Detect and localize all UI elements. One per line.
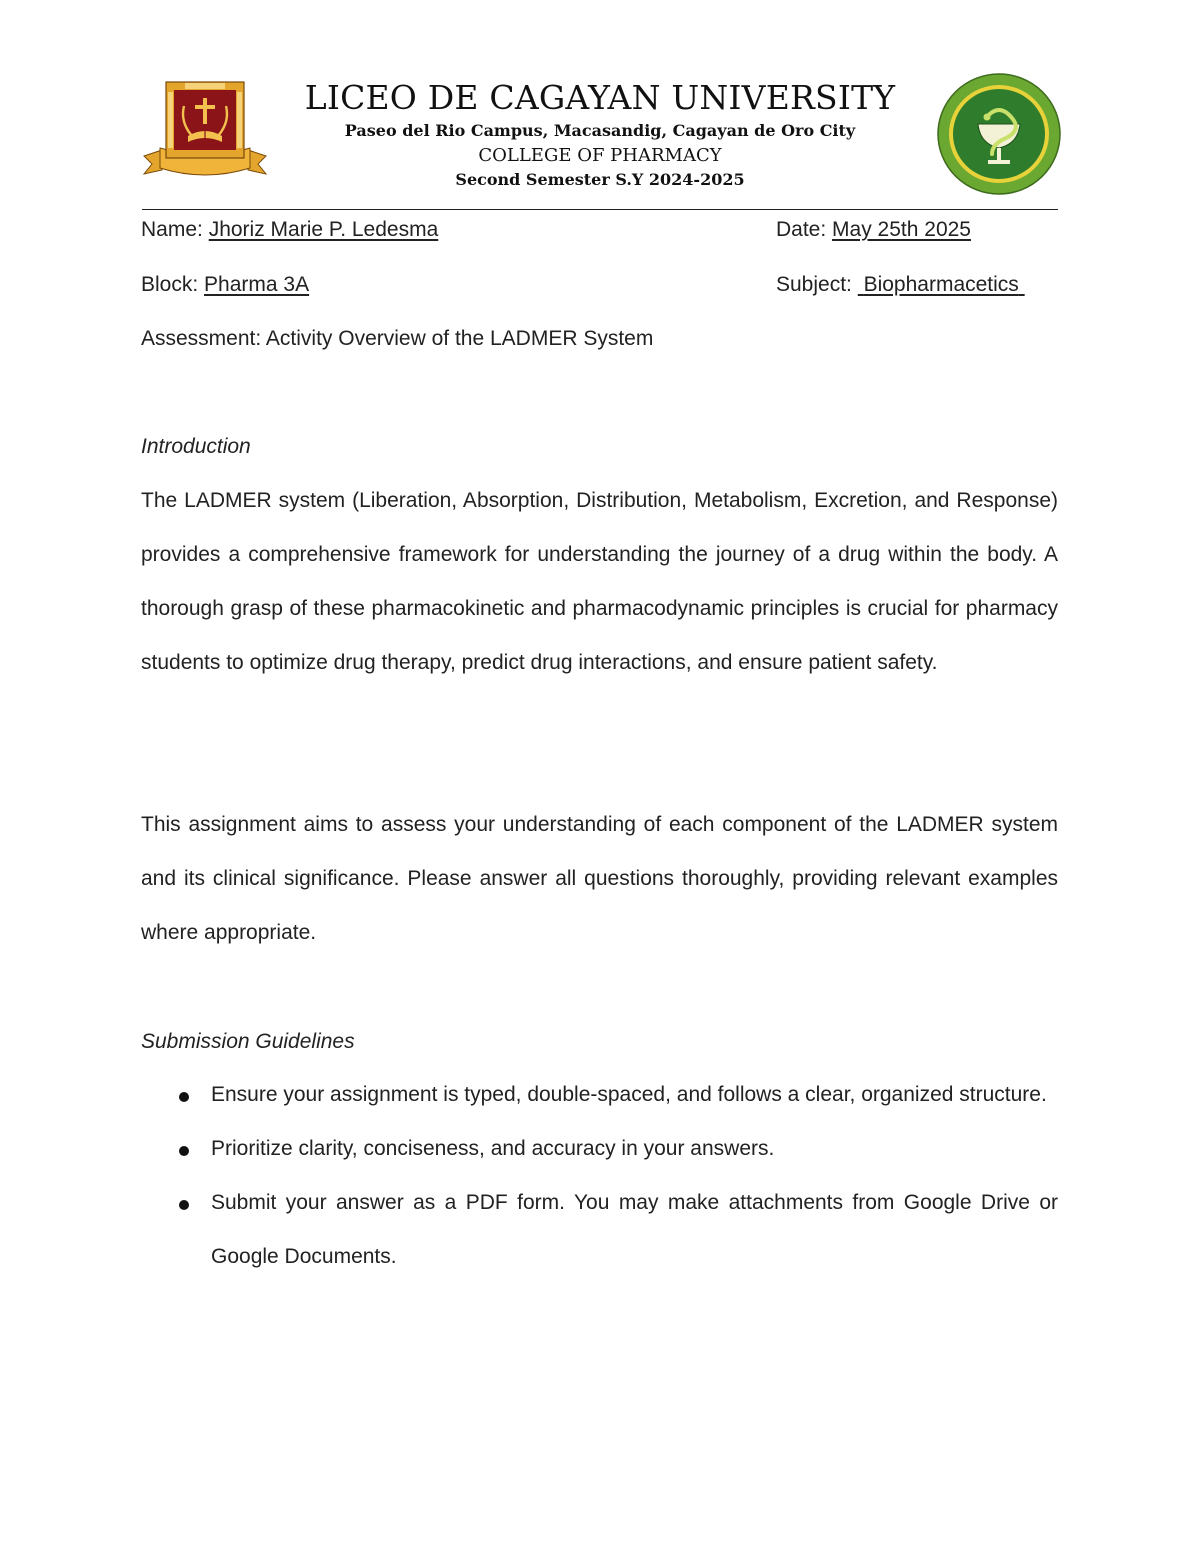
guideline-text: Prioritize clarity, conciseness, and accuracy in your answers. — [211, 1137, 775, 1160]
assessment-value: Activity Overview of the LADMER System — [265, 327, 654, 350]
guidelines-list — [141, 1068, 1058, 1284]
guideline-text: Submit your answer as a PDF form. You may make attachments from Google Drive or Google Documents. — [211, 1191, 1058, 1268]
block-row — [141, 272, 309, 298]
subject-value: Biopharmacetics — [863, 273, 1019, 296]
campus-address: Paseo del Rio Campus, Macasandig, Cagayan de Oro City — [344, 121, 856, 140]
college-of-pharmacy-seal-icon — [936, 72, 1062, 196]
bullet-icon — [179, 1092, 189, 1102]
block-label: Block: — [141, 273, 199, 296]
date-label: Date: — [776, 218, 827, 241]
introduction-heading: Introduction — [141, 435, 251, 458]
assessment-row — [141, 326, 653, 352]
name-value: Jhoriz Marie P. Ledesma — [208, 218, 439, 241]
introduction-paragraph: The LADMER system (Liberation, Absorption, Distribution, Metabolism, Excretion, and Response) provides a comprehensive framework for understanding the journey of a drug within the body. A thorough grasp of these pharmacokinetic and pharmacodynamic principles is crucial for pharmacy students to optimize drug therapy, predict drug interactions, and ensure patient safety. — [141, 489, 1058, 674]
date-row — [776, 217, 971, 243]
guideline-text: Ensure your assignment is typed, double-spaced, and follows a clear, organized structure. — [211, 1083, 1047, 1106]
subject-row — [776, 272, 1025, 298]
assignment-aim-paragraph: This assignment aims to assess your understanding of each component of the LADMER system and its clinical significance. Please answer all questions thoroughly, providing relevant examples where appropriate. — [141, 813, 1058, 944]
college-name: COLLEGE OF PHARMACY — [478, 145, 722, 166]
assessment-label: Assessment: — [141, 327, 262, 350]
bullet-icon — [179, 1200, 189, 1210]
semester-label: Second Semester S.Y 2024-2025 — [455, 170, 745, 189]
date-value: May 25th 2025 — [832, 218, 971, 241]
liceo-university-seal-icon — [140, 78, 270, 178]
list-item — [141, 1176, 1058, 1284]
letterhead — [270, 78, 930, 191]
block-value: Pharma 3A — [204, 273, 310, 296]
subject-label: Subject: — [776, 273, 852, 296]
bullet-icon — [179, 1146, 189, 1156]
guidelines-heading: Submission Guidelines — [141, 1030, 355, 1053]
name-label: Name: — [141, 218, 203, 241]
university-name: LICEO DE CAGAYAN UNIVERSITY — [304, 78, 896, 117]
list-item — [141, 1068, 1058, 1122]
name-row — [141, 217, 438, 243]
list-item — [141, 1122, 1058, 1176]
header-divider — [142, 209, 1058, 210]
